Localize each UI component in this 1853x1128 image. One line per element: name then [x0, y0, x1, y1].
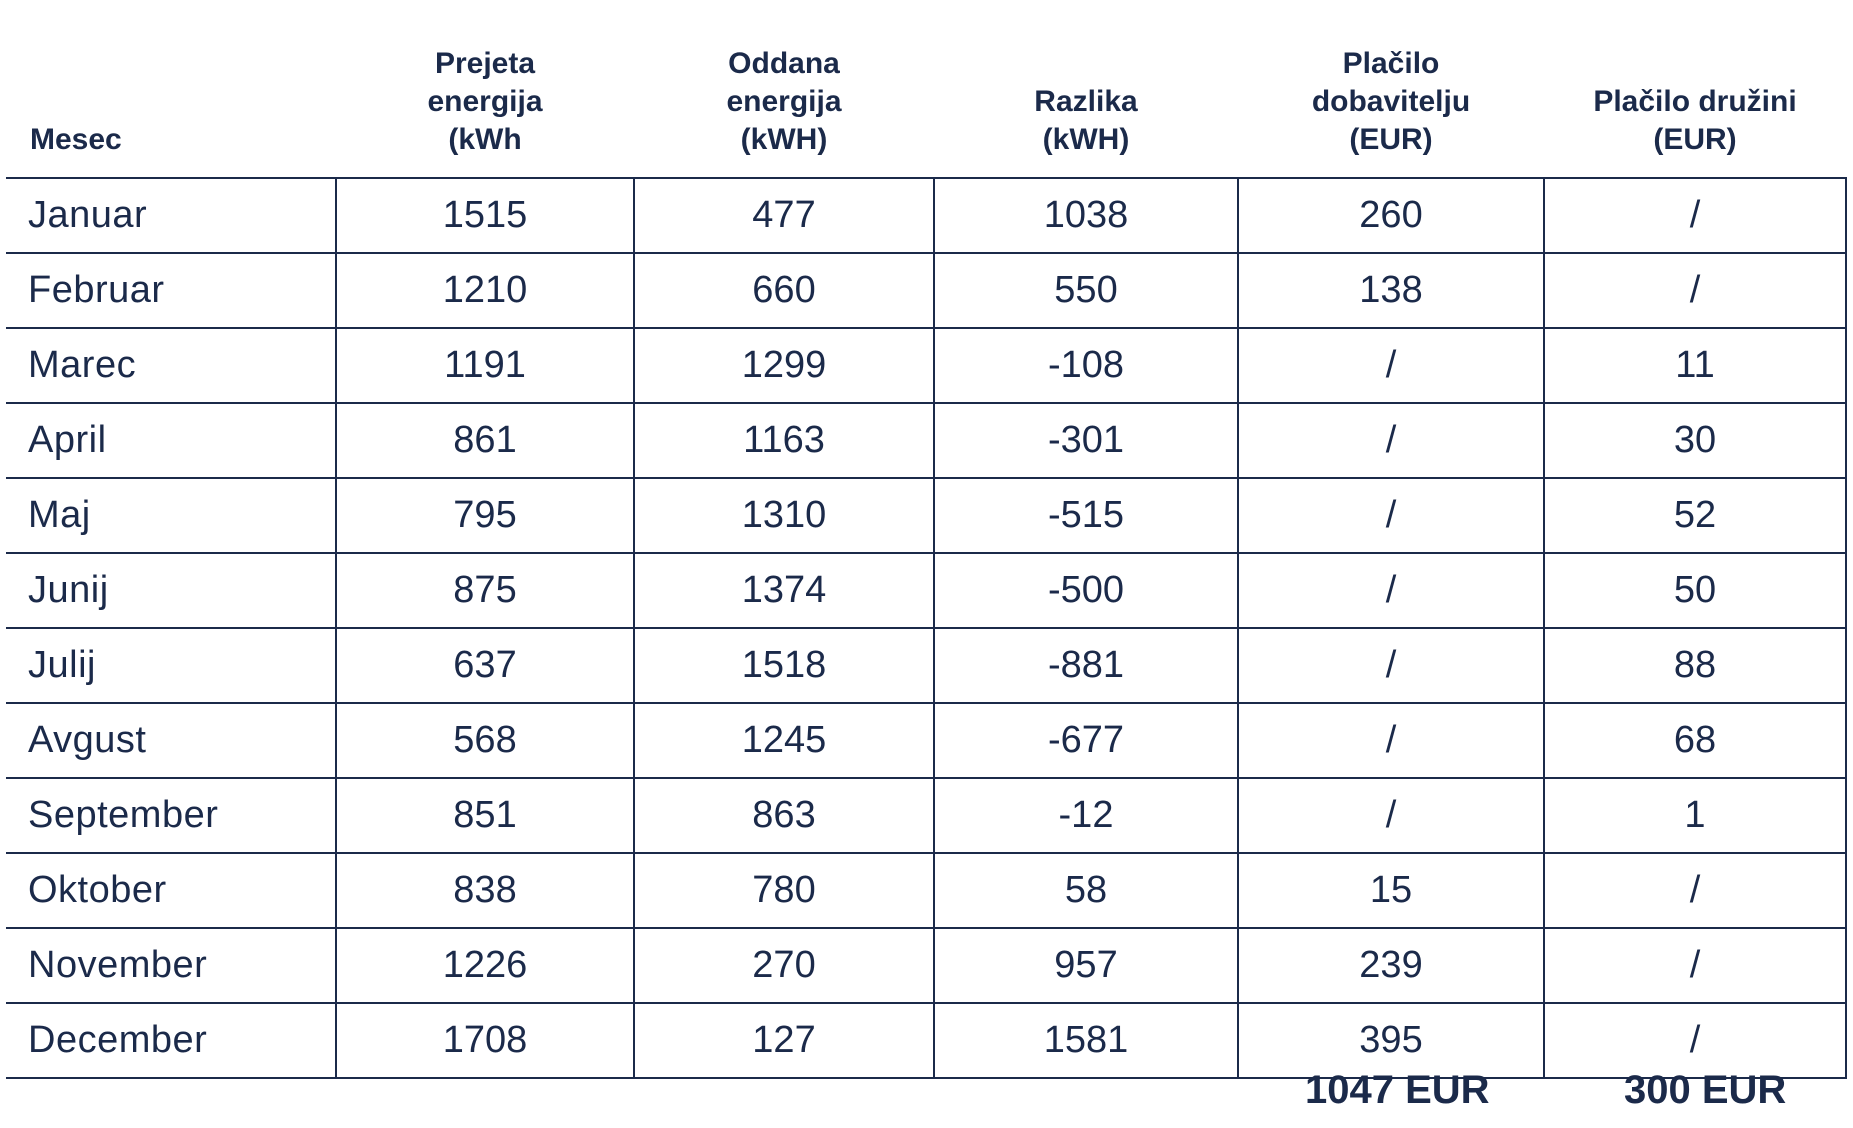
header-delivered-line3: (kWH) [740, 123, 828, 156]
difference-cell: -881 [934, 628, 1238, 703]
difference-cell: 58 [934, 853, 1238, 928]
header-family-line2: (EUR) [1653, 123, 1737, 156]
family-payment-cell: / [1544, 178, 1846, 253]
header-family-payment [1544, 20, 1846, 178]
header-difference-line2: (kWH) [1042, 123, 1130, 156]
table-row [6, 253, 1846, 328]
header-supplier-line1: Plačilo [1342, 47, 1440, 80]
supplier-payment-cell: / [1238, 478, 1544, 553]
header-received-line3: (kWh [448, 123, 522, 156]
delivered-cell: 1518 [634, 628, 934, 703]
month-cell: April [6, 403, 336, 478]
month-cell: Maj [6, 478, 336, 553]
header-supplier-payment [1238, 20, 1544, 178]
family-payment-cell: / [1544, 1003, 1846, 1078]
delivered-cell: 660 [634, 253, 934, 328]
table-row [6, 478, 1846, 553]
received-cell: 1515 [336, 178, 634, 253]
supplier-payment-cell: / [1238, 553, 1544, 628]
month-cell: Oktober [6, 853, 336, 928]
delivered-cell: 1163 [634, 403, 934, 478]
difference-cell: -515 [934, 478, 1238, 553]
received-cell: 1708 [336, 1003, 634, 1078]
delivered-cell: 1299 [634, 328, 934, 403]
table-row [6, 178, 1846, 253]
family-payment-cell: 1 [1544, 778, 1846, 853]
delivered-cell: 127 [634, 1003, 934, 1078]
supplier-payment-cell: / [1238, 703, 1544, 778]
header-difference-line1: Razlika [1034, 85, 1138, 118]
header-delivered-line2: energija [726, 85, 842, 118]
family-payment-cell: / [1544, 853, 1846, 928]
month-cell: September [6, 778, 336, 853]
header-received [336, 20, 634, 178]
table-row [6, 328, 1846, 403]
month-cell: Marec [6, 328, 336, 403]
month-cell: Avgust [6, 703, 336, 778]
family-payment-cell: 88 [1544, 628, 1846, 703]
total-family-payment: 300 EUR [1624, 1068, 1787, 1112]
table-row [6, 553, 1846, 628]
header-difference [934, 20, 1238, 178]
table-row [6, 778, 1846, 853]
month-cell: Junij [6, 553, 336, 628]
difference-cell: -500 [934, 553, 1238, 628]
delivered-cell: 863 [634, 778, 934, 853]
delivered-cell: 270 [634, 928, 934, 1003]
family-payment-cell: 30 [1544, 403, 1846, 478]
difference-cell: -301 [934, 403, 1238, 478]
received-cell: 795 [336, 478, 634, 553]
supplier-payment-cell: / [1238, 778, 1544, 853]
header-family-line1: Plačilo družini [1593, 85, 1797, 118]
difference-cell: 550 [934, 253, 1238, 328]
received-cell: 851 [336, 778, 634, 853]
received-cell: 838 [336, 853, 634, 928]
family-payment-cell: 11 [1544, 328, 1846, 403]
table-row [6, 703, 1846, 778]
supplier-payment-cell: 138 [1238, 253, 1544, 328]
header-supplier-line2: dobavitelju [1311, 85, 1471, 118]
table-row [6, 628, 1846, 703]
received-cell: 568 [336, 703, 634, 778]
difference-cell: -108 [934, 328, 1238, 403]
supplier-payment-cell: / [1238, 403, 1544, 478]
month-cell: Februar [6, 253, 336, 328]
table-row [6, 403, 1846, 478]
table-row [6, 928, 1846, 1003]
difference-cell: 1581 [934, 1003, 1238, 1078]
month-cell: December [6, 1003, 336, 1078]
difference-cell: -12 [934, 778, 1238, 853]
family-payment-cell: / [1544, 928, 1846, 1003]
supplier-payment-cell: 260 [1238, 178, 1544, 253]
received-cell: 861 [336, 403, 634, 478]
header-month-label: Mesec [30, 123, 122, 156]
delivered-cell: 1374 [634, 553, 934, 628]
energy-table-container [6, 20, 1846, 1079]
table-row [6, 1003, 1846, 1078]
difference-cell: -677 [934, 703, 1238, 778]
delivered-cell: 1245 [634, 703, 934, 778]
table-body [6, 178, 1846, 1078]
month-cell: Julij [6, 628, 336, 703]
family-payment-cell: 50 [1544, 553, 1846, 628]
difference-cell: 957 [934, 928, 1238, 1003]
header-month [6, 20, 336, 178]
table-row [6, 853, 1846, 928]
delivered-cell: 780 [634, 853, 934, 928]
received-cell: 1226 [336, 928, 634, 1003]
energy-table [6, 20, 1847, 1079]
header-received-line2: energija [427, 85, 543, 118]
supplier-payment-cell: / [1238, 328, 1544, 403]
month-cell: November [6, 928, 336, 1003]
received-cell: 637 [336, 628, 634, 703]
supplier-payment-cell: / [1238, 628, 1544, 703]
received-cell: 1191 [336, 328, 634, 403]
supplier-payment-cell: 15 [1238, 853, 1544, 928]
family-payment-cell: 52 [1544, 478, 1846, 553]
header-delivered-line1: Oddana [728, 47, 840, 80]
month-cell: Januar [6, 178, 336, 253]
received-cell: 875 [336, 553, 634, 628]
header-supplier-line3: (EUR) [1349, 123, 1433, 156]
family-payment-cell: 68 [1544, 703, 1846, 778]
supplier-payment-cell: 395 [1238, 1003, 1544, 1078]
table-header [6, 20, 1846, 178]
family-payment-cell: / [1544, 253, 1846, 328]
delivered-cell: 477 [634, 178, 934, 253]
header-received-line1: Prejeta [434, 47, 536, 80]
supplier-payment-cell: 239 [1238, 928, 1544, 1003]
received-cell: 1210 [336, 253, 634, 328]
total-supplier-payment: 1047 EUR [1305, 1068, 1490, 1112]
delivered-cell: 1310 [634, 478, 934, 553]
header-row [6, 20, 1846, 178]
difference-cell: 1038 [934, 178, 1238, 253]
header-delivered [634, 20, 934, 178]
